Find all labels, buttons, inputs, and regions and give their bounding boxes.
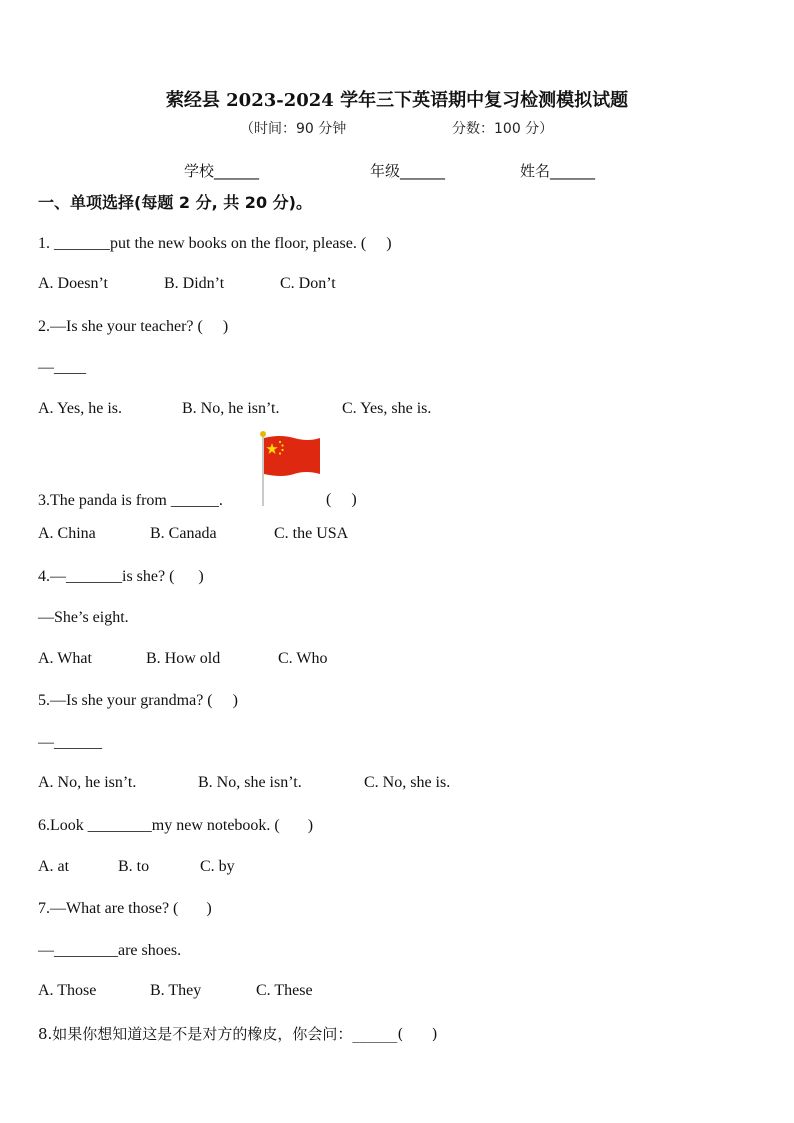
page-title: 萦经县 2023-2024 学年三下英语期中复习检测模拟试题 (165, 90, 629, 111)
q4-reply: —She’s eight. (38, 609, 129, 626)
question-4: 4.—_______is she? ( ) (38, 568, 204, 585)
name-field: 姓名______ (520, 162, 596, 180)
q6-option-b: B. to (118, 858, 150, 875)
q7-option-a: A. Those (38, 982, 97, 999)
question-7: 7.—What are those? ( ) (38, 900, 212, 917)
q3-option-b: B. Canada (150, 525, 217, 542)
q3-option-c: C. the USA (274, 525, 349, 542)
q4-option-a: A. What (38, 650, 92, 667)
q1-option-a: A. Doesn’t (38, 275, 108, 292)
question-2: 2.—Is she your teacher? ( ) (38, 318, 229, 335)
china-flag-image (258, 430, 322, 506)
q5-option-a: A. No, he isn’t. (38, 774, 137, 791)
q6-option-c: C. by (200, 858, 235, 875)
school-field: 学校______ (184, 162, 260, 180)
grade-field: 年级______ (370, 162, 446, 180)
q4-option-b: B. How old (146, 650, 221, 667)
question-3: 3.The panda is from ______. (38, 492, 223, 509)
question-5: 5.—Is she your grandma? ( ) (38, 692, 238, 709)
q3-answer-paren: ( ) (326, 491, 357, 508)
q2-option-c: C. Yes, she is. (342, 400, 432, 417)
q1-option-c: C. Don’t (280, 275, 336, 292)
q3-option-a: A. China (38, 525, 96, 542)
question-8: 8.如果你想知道这是不是对方的橡皮，你会问：______( ) (38, 1025, 438, 1043)
q7-option-b: B. They (150, 982, 202, 999)
flag-field (264, 436, 320, 476)
q4-option-c: C. Who (278, 650, 328, 667)
q7-option-c: C. These (256, 982, 313, 999)
exam-time: （时间：90 分钟 (240, 121, 347, 137)
q6-option-a: A. at (38, 858, 70, 875)
q5-option-b: B. No, she isn’t. (198, 774, 302, 791)
question-6: 6.Look ________my new notebook. ( ) (38, 817, 314, 834)
exam-score: 分数：100 分） (452, 121, 554, 137)
question-1: 1. _______put the new books on the floor, please. ( ) (38, 235, 392, 252)
q1-option-b: B. Didn’t (164, 275, 225, 292)
q2-reply: —____ (38, 359, 86, 376)
q2-option-b: B. No, he isn’t. (182, 400, 280, 417)
q7-reply: —________are shoes. (38, 942, 182, 959)
q2-option-a: A. Yes, he is. (38, 400, 123, 417)
section-heading: 一、单项选择(每题 2 分, 共 20 分)。 (38, 193, 312, 212)
q5-option-c: C. No, she is. (364, 774, 451, 791)
q5-reply: —______ (38, 734, 102, 751)
